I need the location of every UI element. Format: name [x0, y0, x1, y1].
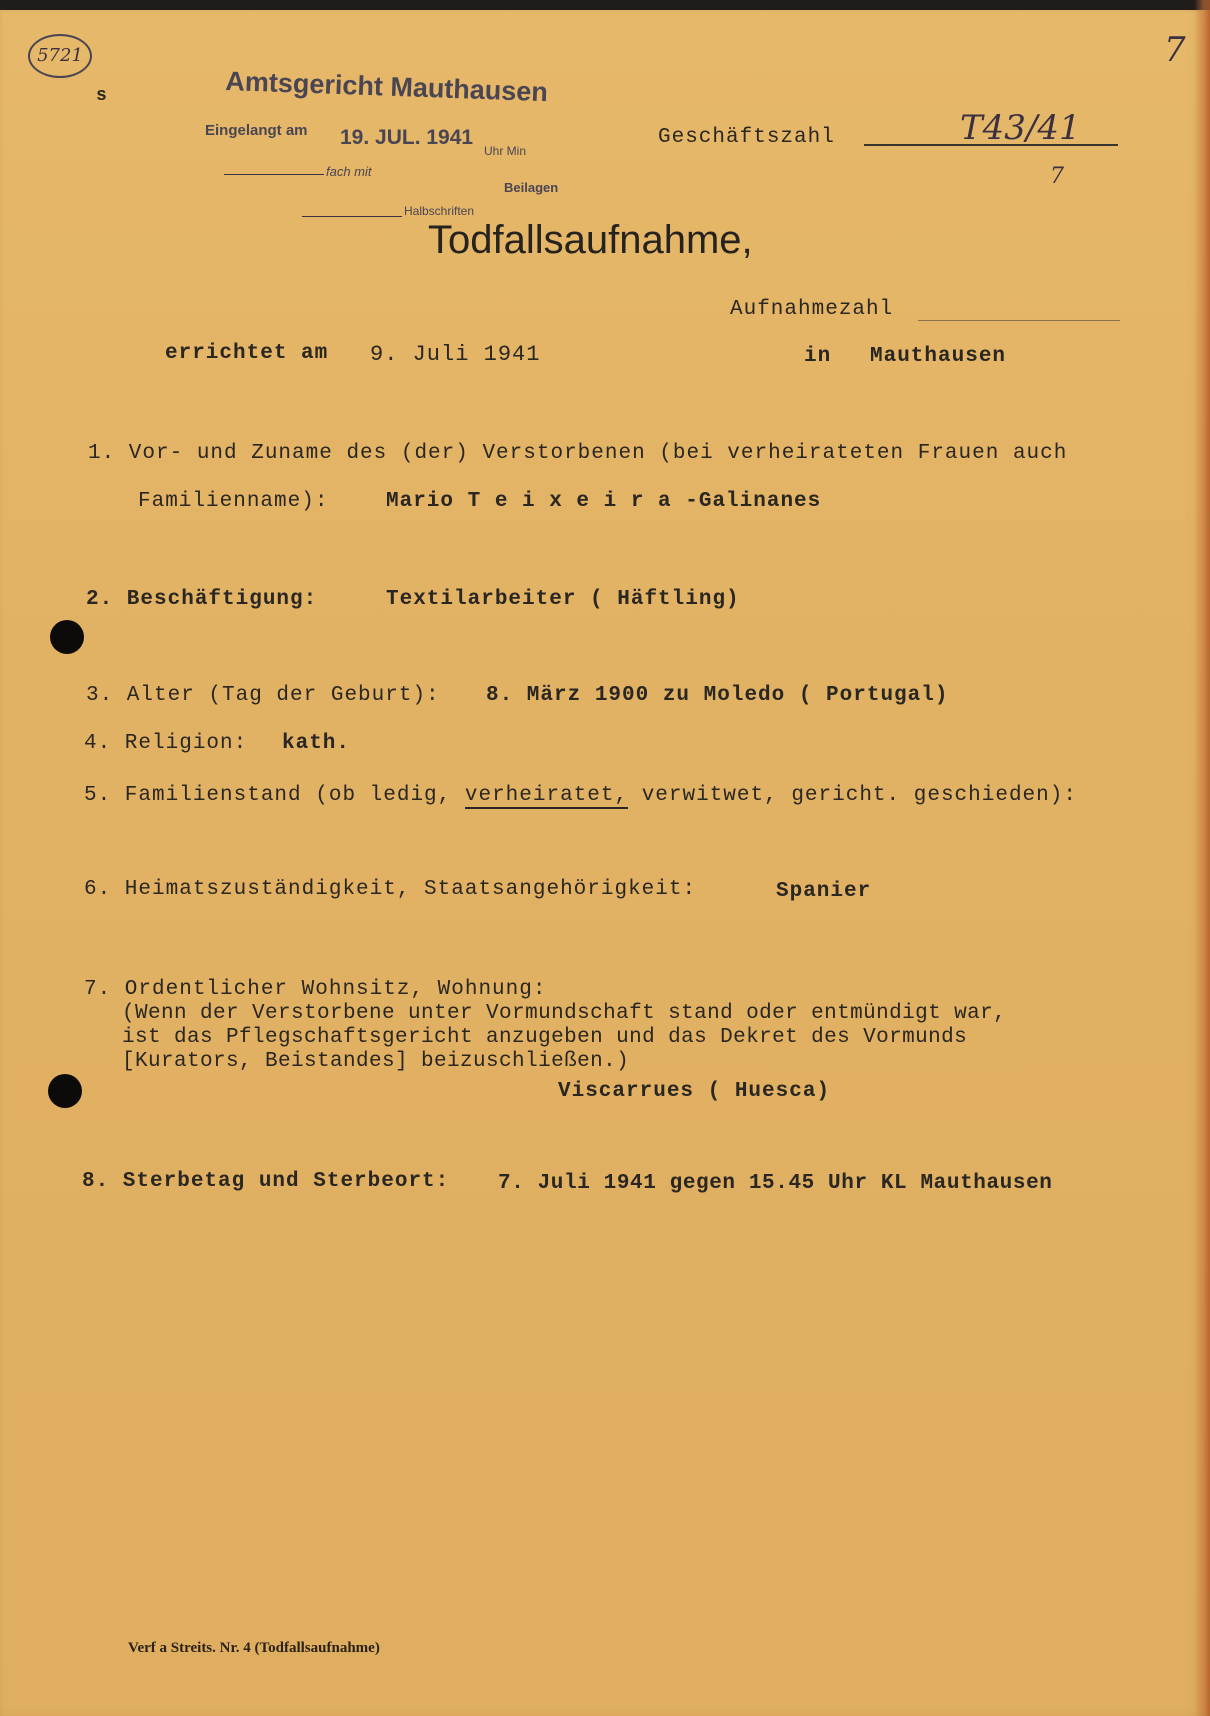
handwritten-mark: 7: [1050, 164, 1064, 189]
paper-edge: [1194, 0, 1210, 1716]
form-number: Verf a Streits. Nr. 4 (Todfallsaufnahme): [128, 1640, 380, 1656]
stamp-beilagen: Beilagen: [504, 180, 559, 195]
item-7-line2: (Wenn der Verstorbene unter Vormundschaft stand oder entmündigt war,: [122, 1002, 1007, 1025]
punch-hole-top: [50, 620, 84, 654]
item-5-suffix: verwitwet, gericht. geschieden):: [628, 784, 1077, 807]
aufnahmezahl-label: Aufnahmezahl: [730, 298, 894, 321]
stamp-uhr-min: Uhr Min: [484, 144, 527, 158]
item-7-value: Viscarrues ( Huesca): [558, 1080, 831, 1103]
geschaeftszahl-value: T43/41: [960, 108, 1081, 148]
item-7-line4: [Kurators, Beistandes] beizuschließen.): [122, 1050, 630, 1073]
item-5-selected: verheiratet,: [464, 784, 629, 807]
archive-number-circle: 5721: [28, 34, 92, 78]
document-title: Todfallsaufnahme,: [428, 218, 753, 262]
court-stamp-title: Amtsgericht Mauthausen: [224, 66, 549, 108]
item-8-value: 7. Juli 1941 gegen 15.45 Uhr KL Mauthausen: [498, 1172, 1053, 1195]
item-4-value: kath.: [282, 732, 351, 755]
page-number: 7: [1164, 30, 1186, 70]
item-8-label: 8. Sterbetag und Sterbeort:: [82, 1170, 450, 1193]
item-1-label: Familienname):: [138, 490, 329, 513]
item-1-value: Mario T e i x e i r a -Galinanes: [386, 490, 822, 513]
stamp-halbschriften: Halbschriften: [404, 204, 475, 218]
in-label: in: [804, 345, 832, 368]
item-1-line1: 1. Vor- und Zuname des (der) Verstorbenen (bei verheirateten Frauen auch: [88, 442, 1068, 465]
errichtet-label: errichtet am: [165, 342, 329, 365]
errichtet-date: 9. Juli 1941: [370, 342, 541, 367]
stamp-fach-mit: fach mit: [326, 164, 372, 179]
geschaeftszahl-label: Geschäftszahl: [658, 126, 835, 149]
item-6-label: 6. Heimatszuständigkeit, Staatsangehörigkeit:: [84, 878, 697, 901]
stamp-date: 19. JUL. 1941: [340, 126, 474, 149]
aufnahmezahl-line: [918, 320, 1120, 321]
item-4-label: 4. Religion:: [84, 732, 248, 755]
place-value: Mauthausen: [870, 345, 1007, 368]
item-3-value: 8. März 1900 zu Moledo ( Portugal): [486, 684, 949, 707]
scan-top-border: [0, 0, 1210, 10]
stamp-line-2: [302, 216, 402, 217]
punch-hole-bottom: [48, 1074, 82, 1108]
item-5: [84, 784, 1077, 807]
item-2-value: Textilarbeiter ( Häftling): [386, 588, 740, 611]
item-7-line1: 7. Ordentlicher Wohnsitz, Wohnung:: [84, 978, 547, 1001]
item-5-prefix: 5. Familienstand (ob ledig,: [84, 784, 465, 807]
item-6-value: Spanier: [776, 880, 872, 903]
item-3-label: 3. Alter (Tag der Geburt):: [86, 684, 440, 707]
stamp-line: [224, 174, 324, 175]
stamp-eingelangt: Eingelangt am: [205, 122, 308, 139]
s-mark: s: [96, 86, 108, 106]
item-7-line3: ist das Pflegschaftsgericht anzugeben und das Dekret des Vormunds: [122, 1026, 968, 1049]
item-2-label: 2. Beschäftigung:: [86, 588, 318, 611]
